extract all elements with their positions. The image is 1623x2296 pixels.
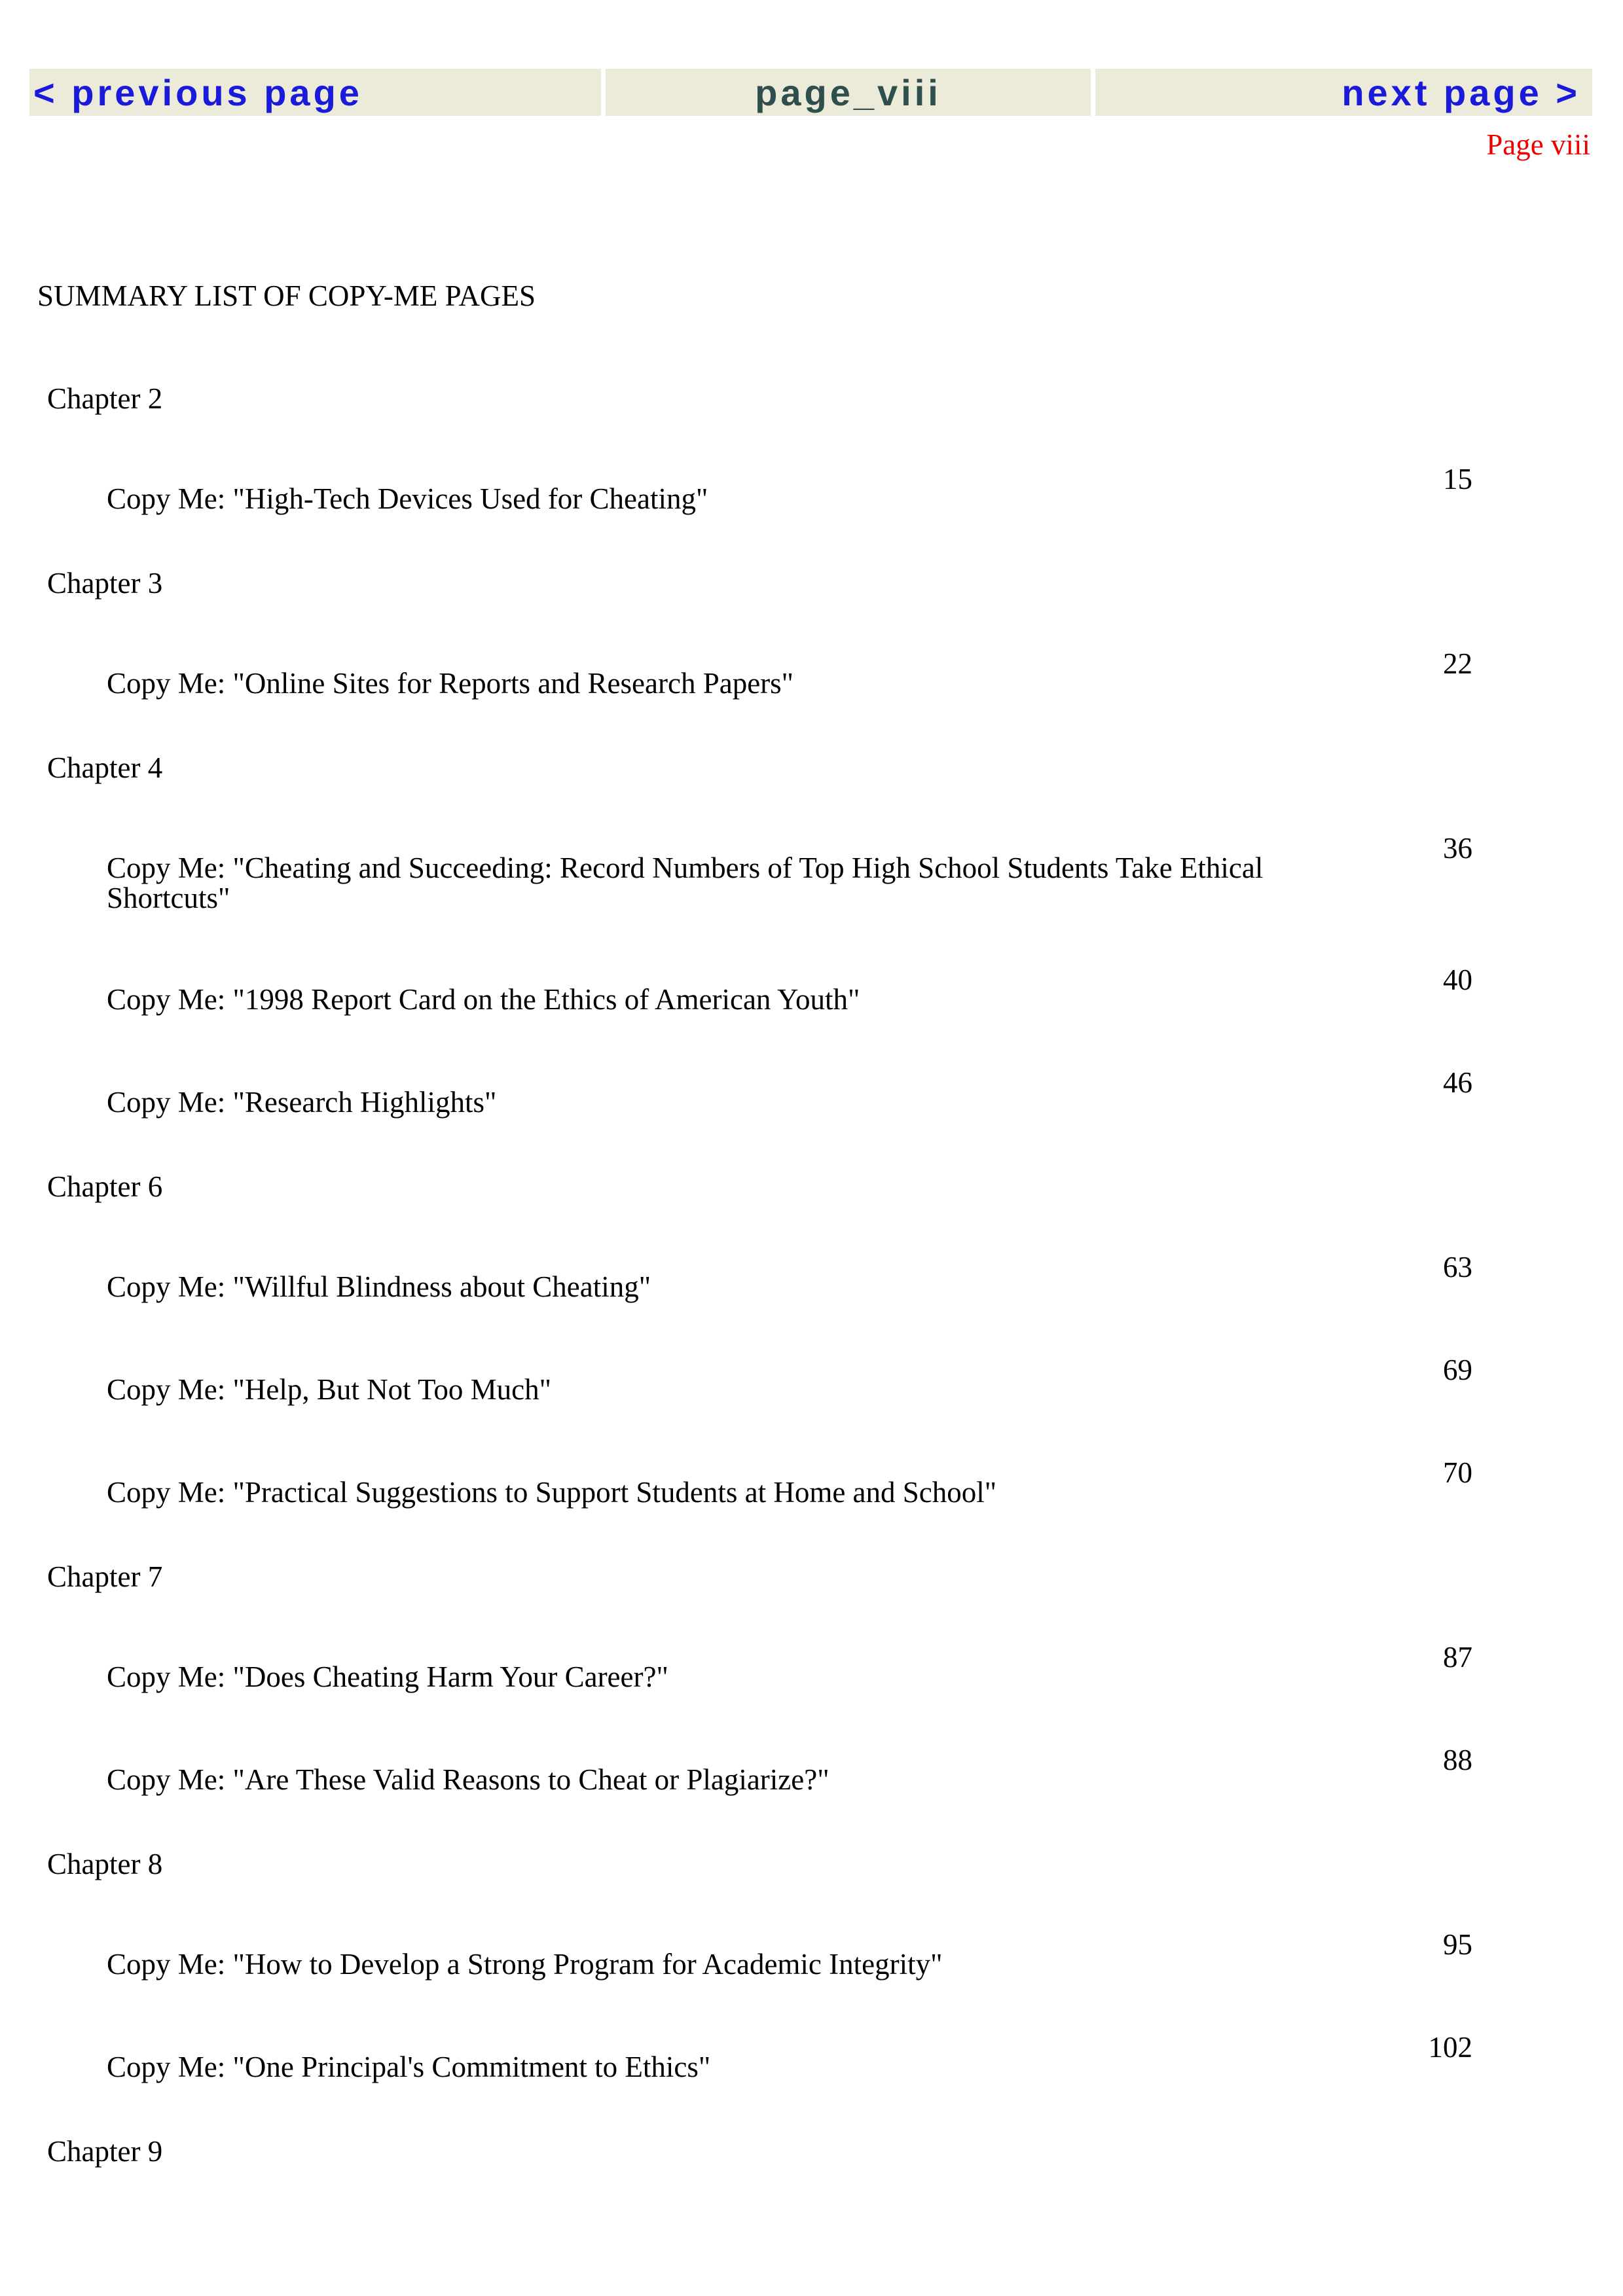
entry-page-number: 63 <box>1443 1251 1472 1283</box>
entry-page-number: 102 <box>1428 2031 1472 2064</box>
copy-me-entry: Copy Me: "1998 Report Card on the Ethics of American Youth" <box>107 983 860 1016</box>
page-number-label: Page viii <box>1486 128 1590 161</box>
entry-page-number: 70 <box>1443 1456 1472 1489</box>
copy-me-entry: Copy Me: "Are These Valid Reasons to Cheat or Plagiarize?" <box>107 1763 830 1796</box>
copy-me-entry: Copy Me: "High-Tech Devices Used for Cheating" <box>107 482 708 515</box>
chapter-heading: Chapter 6 <box>47 1170 163 1203</box>
entry-page-number: 88 <box>1443 1744 1472 1776</box>
entry-page-number: 69 <box>1443 1354 1472 1386</box>
copy-me-entry: Copy Me: "Cheating and Succeeding: Record Numbers of Top High School Students Take Ethical Shortcuts" <box>107 852 1264 914</box>
chapter-heading: Chapter 9 <box>47 2135 163 2168</box>
entry-page-number: 95 <box>1443 1928 1472 1961</box>
entry-page-number: 22 <box>1443 647 1472 680</box>
entry-page-number: 36 <box>1443 832 1472 865</box>
chapter-heading: Chapter 8 <box>47 1848 163 1880</box>
entry-page-number: 40 <box>1443 963 1472 996</box>
copy-me-entry: Copy Me: "How to Develop a Strong Program for Academic Integrity" <box>107 1948 943 1981</box>
next-page-link[interactable]: next page > <box>1095 69 1592 116</box>
chapter-heading: Chapter 3 <box>47 567 163 600</box>
entry-page-number: 46 <box>1443 1066 1472 1099</box>
copy-me-entry: Copy Me: "Does Cheating Harm Your Career?" <box>107 1660 668 1693</box>
copy-me-entry: Copy Me: "One Principal's Commitment to Ethics" <box>107 2051 711 2083</box>
page-title: SUMMARY LIST OF COPY-ME PAGES <box>37 279 536 312</box>
previous-page-link[interactable]: < previous page <box>29 69 601 116</box>
current-page-indicator: page_viii <box>606 69 1091 116</box>
copy-me-entry: Copy Me: "Practical Suggestions to Support Students at Home and School" <box>107 1476 997 1509</box>
copy-me-entry: Copy Me: "Help, But Not Too Much" <box>107 1373 551 1406</box>
entry-page-number: 15 <box>1443 463 1472 495</box>
navigation-bar <box>29 69 1596 116</box>
chapter-heading: Chapter 7 <box>47 1560 163 1593</box>
chapter-heading: Chapter 4 <box>47 751 163 784</box>
chapter-heading: Chapter 2 <box>47 382 163 415</box>
copy-me-entry: Copy Me: "Online Sites for Reports and Research Papers" <box>107 667 794 700</box>
copy-me-entry: Copy Me: "Willful Blindness about Cheating" <box>107 1270 651 1303</box>
entry-page-number: 87 <box>1443 1641 1472 1674</box>
copy-me-entry: Copy Me: "Research Highlights" <box>107 1086 497 1119</box>
